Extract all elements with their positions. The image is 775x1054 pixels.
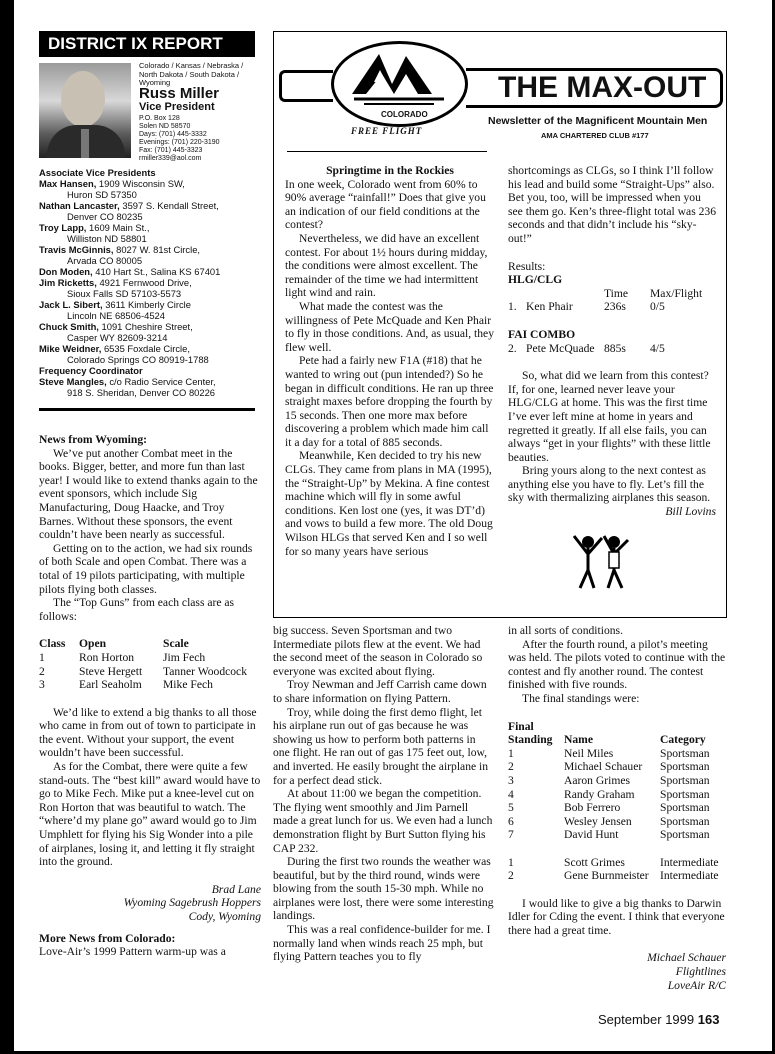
associate-vp-address: Arvada CO 80005 [67,255,143,266]
cell: Sportsman [660,787,710,801]
paragraph: So, what did we learn from this contest? If, for one, learned never leave your HLG/CLG at home. This was the first time I’ve ever left mine at home in years and regretted it greatly. If all else fails, you can always “get in your flights” with these little beauties. [508,369,711,464]
cell: Sportsman [660,773,710,787]
cell: 3 [39,678,45,692]
vp-photo [39,63,131,158]
more-news-heading: More News from Colorado: [39,931,176,945]
cell: 6 [508,814,514,828]
article-heading: Springtime in the Rockies [326,164,454,177]
logo-free-flight: FREE FLIGHT [351,126,423,136]
cell: Ron Horton [79,650,135,664]
cell: Michael Schauer [564,760,643,774]
cell: Sportsman [660,746,710,760]
paragraph: big success. Seven Sportsman and two Intermediate pilots flew at the event. We had the second meet of the season in Colorado so everyone was excited about flying. [273,624,483,678]
cell: 4 [508,787,514,801]
cell: 1 [508,746,514,760]
paragraph: Bring yours along to the next contest as anything else you have to fly. Let’s fill the sky with thermalizing airplanes this season. [508,464,711,505]
associate-vp-address: 1909 Wisconsin SW, [98,178,185,189]
vp-address-line: Solen ND 58570 [139,123,191,130]
associate-vp-name: Nathan Lancaster, [39,200,120,211]
paragraph: Troy, while doing the first demo flight, let his airplane run out of gas because he was showing us how to perform both patterns in one flight. He ran out of gas 175 feet out, low, and inverted. He easily brought the airplane in for a perfect dead stick. [273,705,489,787]
associate-vp-address: 3597 S. Kendall Street, [122,200,219,211]
freq-line: c/o Radio Service Center, [109,376,216,387]
district-states: Colorado / Kansas / Nebraska / North Dakota / South Dakota / Wyoming [139,61,244,87]
results-label: Results: [508,259,546,273]
logo-colorado: COLORADO [381,110,428,119]
vp-email: rmiller339@aol.com [139,155,202,162]
vp-address-line: P.O. Box 128 [139,115,180,122]
associate-vp-entry [39,178,261,189]
paragraph: Meanwhile, Ken decided to try his new CLGs. They came from plans in MA (1995), the “Straight-Up” by Mekina. A fine contest machine which will fly in some awful conditions. Ken lost one (yes, it was DT’d) and vows to build a few more. The old Doug Wilson HLGs that served Ken and I so well for so many years have serious [285,449,493,558]
cell: Intermediate [660,869,719,883]
vp-title: Vice President [139,101,215,113]
associate-vp-entry [39,222,261,233]
cell: Aaron Grimes [564,773,631,787]
associate-vp-address: 410 Hart St., Salina KS 67401 [95,266,221,277]
paragraph: After the fourth round, a pilot’s meeting was held. The pilots voted to continue with the contest and fly another round. The contest finished with five rounds. [508,637,726,692]
paragraph: During the first two rounds the weather was beautiful, but by the third round, winds were blowing from the south 15-30 mph. While no airplanes were lost, there were some interesting landings. [273,855,494,923]
cell: Ken Phair [526,300,573,314]
associate-vp-heading: Associate Vice Presidents [39,167,156,178]
associate-vp-entry [39,200,261,211]
frequency-coordinator [39,376,261,387]
col-header: Max/Flight [650,286,703,300]
cell: 2 [39,664,45,678]
vp-fax: Fax: (701) 445-3323 [139,147,203,154]
cell: Earl Seaholm [79,678,142,692]
cell: 7 [508,828,514,842]
maxout-column-b [508,164,716,519]
paragraph: Getting on to the action, we had six rounds of both Scale and open Combat. There was a total of 19 pilots participating, with multiple pilots flying both classes. [39,541,253,596]
paragraph: in all sorts of conditions. [508,624,623,637]
cell: Intermediate [660,855,719,869]
col-header: Open [79,637,107,651]
signature-location: Cody, Wyoming [188,910,261,923]
cell: Bob Ferrero [564,801,621,815]
freq-name: Steve Mangles, [39,376,107,387]
associate-vp-entry [39,321,261,332]
paragraph: This was a real confidence-builder for me. I normally land when winds reach 25 mph, but flying Pattern teaches you to fly [273,923,491,964]
paragraph: I would like to give a big thanks to Darwin Idler for Cding the event. I think that everyone there had a great time. [508,896,725,937]
logo-bar-left [279,70,333,102]
fai-label: FAI COMBO [508,327,576,341]
associate-vp-entry [39,299,261,310]
cell: Gene Burnmeister [564,869,649,883]
associate-vp-entry [39,343,261,354]
associate-vp-address: 6535 Foxdale Circle, [103,343,190,354]
col-header: Name [564,733,593,747]
associate-vp-name: Jim Ricketts, [39,277,97,288]
left-scan-border [0,0,14,1054]
cell: Scott Grimes [564,855,625,869]
cell: Neil Miles [564,746,614,760]
table-row [508,869,719,883]
associate-vp-name: Troy Lapp, [39,222,87,233]
paragraph: In one week, Colorado went from 60% to 90% average “rainfall!” Does that give you an indication of our field conditions at the contest? [285,177,486,232]
associate-vp-address: Sioux Falls SD 57103-5573 [67,288,182,299]
cell: Steve Hergett [79,664,143,678]
paragraph: At about 11:00 we began the competition. The flying went smoothly and Jim Parnell made a great lunch for us. We even had a lunch demonstration flight by Burt Sutton flying his CAP 232. [273,787,493,855]
wyoming-column [39,433,261,959]
box-rule [287,151,487,152]
signature-name: Brad Lane [211,882,261,896]
associate-vp-address: 1091 Cheshire Street, [101,321,193,332]
associate-vp-name: Max Hansen, [39,178,97,189]
freq-line: 918 S. Sheridan, Denver CO 80226 [67,387,216,398]
table-row [508,815,719,829]
table-row [508,828,719,842]
hlg-label: HLG/CLG [508,273,563,287]
newsletter-title: THE MAX-OUT [498,71,707,104]
signature-newsletter: Flightlines [675,965,726,979]
table-row [508,788,719,802]
associate-vp-address: Colorado Springs CO 80919-1788 [67,354,209,365]
newsletter-subtitle: Newsletter of the Magnificent Mountain Men [488,115,708,127]
page-footer [598,1012,719,1027]
associate-vp-entry [39,266,261,277]
wyoming-heading: News from Wyoming: [39,433,147,446]
cell: Sportsman [660,814,710,828]
paragraph: The final standings were: [522,691,640,705]
associate-vp-name: Jack L. Sibert, [39,299,103,310]
ama-club: AMA CHARTERED CLUB #177 [541,131,649,140]
associate-vp-entry [39,244,261,255]
final-label: Final [508,719,534,733]
associate-vp-address: Huron SD 57350 [67,189,137,200]
paragraph: Troy Newman and Jeff Carrish came down to share information on flying Pattern. [273,678,487,705]
paragraph: Nevertheless, we did have an excellent contest. For about 1½ hours during midday, the conditions were almost excellent. The remainder of the time we had intermittent light wind and rain. [285,231,488,300]
table-row [508,856,719,870]
cell: 1. [508,300,517,314]
col-header: Time [604,286,629,300]
cell: Pete McQuade [526,341,595,355]
signature-name: Michael Schauer [647,951,726,965]
vp-address [139,115,263,163]
cheering-figures-icon [566,528,638,592]
associate-vp-address: 3611 Kimberly Circle [105,299,191,310]
table-row [508,747,719,761]
col-header: Class [39,637,66,651]
associate-vp-name: Mike Weidner, [39,343,102,354]
paragraph: The “Top Guns” from each class are as follows: [39,596,235,623]
frequency-coordinator-heading: Frequency Coordinator [39,365,143,376]
col-header: Standing [508,733,553,747]
section-divider [39,408,255,411]
cell: Tanner Woodcock [163,664,247,678]
vp-phone-evenings: Evenings: (701) 220-3190 [139,139,220,146]
col-header: Scale [163,637,189,651]
paragraph: We’d like to extend a big thanks to all those who came in from out of town to participate in the event. Without your support, the event wouldn’t have been successful. [39,705,257,760]
signature: Bill Lovins [665,505,716,519]
associate-vp-address: Williston ND 58801 [67,233,147,244]
cell: 1 [39,650,45,664]
associate-vp-address: 4921 Fernwood Drive, [99,277,192,288]
paragraph: As for the Combat, there were quite a few stand-outs. The “best kill” award would have to go to Mike Fech. Mike put a knee-level cut on Ron Horton that was beautiful to watch. The “where’d my plane go” award would go to Jim Umphlett for flying his Sig Wonder into a pile of airplanes, losing it, and letting it fly straight into the ground. [39,760,261,869]
signature-club: LoveAir R/C [667,978,726,992]
paragraph: What made the contest was the willingness of Pete McQuade and Ken Phair to fly in those conditions. And, as usual, they flew well. [285,299,494,354]
associate-vp-address: Lincoln NE 68506-4524 [67,310,165,321]
cell: Wesley Jensen [564,814,632,828]
associate-vp-address: 8027 W. 81st Circle, [116,244,201,255]
cell: 3 [508,773,514,787]
cell: Randy Graham [564,787,635,801]
pattern-column [273,624,495,964]
cell: David Hunt [564,828,619,842]
cell: 2. [508,341,517,355]
footer-date: September 1999 [598,1012,695,1027]
associate-vp-name: Travis McGinnis, [39,244,114,255]
table-row [508,801,719,815]
associate-vp-address: Casper WY 82609-3214 [67,332,168,343]
cell: 0/5 [650,300,665,314]
associate-vp-address: Denver CO 80235 [67,211,143,222]
final-standings-table [508,733,719,883]
associate-vp-list [39,167,261,398]
cell: 2 [508,869,514,883]
district-title: DISTRICT IX REPORT [39,31,255,57]
standings-column [508,624,726,992]
associate-vp-entry [39,277,261,288]
cell: Sportsman [660,828,710,842]
vp-phone-days: Days: (701) 445-3332 [139,131,207,138]
cell: 885s [604,341,626,355]
page-number: 163 [697,1012,720,1027]
cell: Jim Fech [163,650,206,664]
hlg-results-table [508,287,702,314]
table-row [508,760,719,774]
signature-club: Wyoming Sagebrush Hoppers [123,896,261,910]
cell: Sportsman [660,801,710,815]
cell: 1 [508,855,514,869]
cell: 4/5 [650,341,665,355]
associate-vp-name: Chuck Smith, [39,321,99,332]
associate-vp-address: 1609 Main St., [89,222,150,233]
paragraph: We’ve put another Combat meet in the books. Bigger, better, and more fun than last year! I would like to extend thanks again to the event sponsors, which include Sig Manufacturing, Doug Haacke, and Troy Barnes. Without these sponsors, the event couldn’t have been nearly as successful. [39,446,258,542]
paragraph: shortcomings as CLGs, so I think I’ll follow his lead and build some “Straight-Ups” also. Bet you, too, will be impressed when you see them go. Ken’s three-flight total was 236 seconds and that didn’t include his “sky-out!” [508,164,716,245]
vp-name: Russ Miller [139,85,220,102]
top-guns-table [39,637,247,691]
paragraph: Love-Air’s 1999 Pattern warm-up was a [39,945,226,959]
fai-results-table [508,342,665,356]
associate-vp-name: Don Moden, [39,266,93,277]
table-row [508,774,719,788]
cell: 5 [508,801,514,815]
cell: Mike Fech [163,678,213,692]
cell: 236s [604,300,626,314]
cell: Sportsman [660,760,710,774]
maxout-column-a [285,164,495,558]
cell: 2 [508,760,514,774]
col-header: Category [660,733,706,747]
paragraph: Pete had a fairly new F1A (#18) that he wanted to wring out (pun intended?) So he began in difficult conditions. He ran up three straight maxes before dropping the fourth by 15 seconds. Then one more max before discovering a problem which made him call it a day for a total of 885 seconds. [285,354,494,449]
